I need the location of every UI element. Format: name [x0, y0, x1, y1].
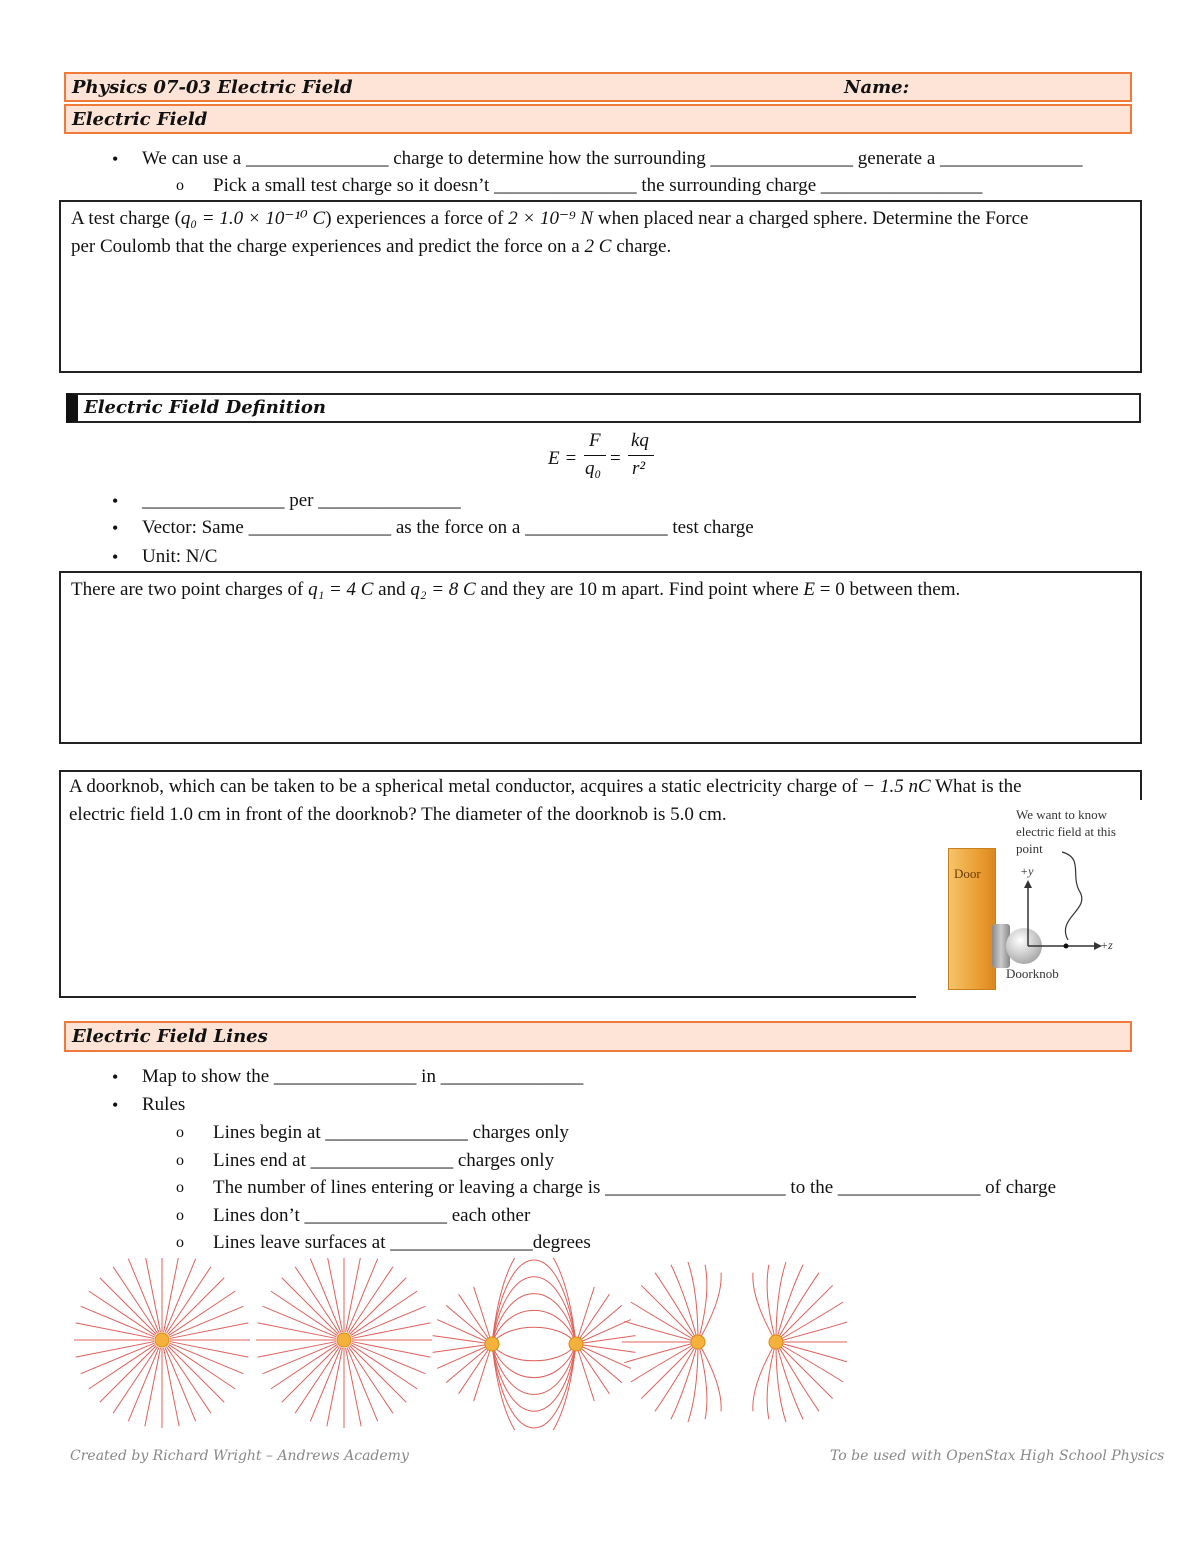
- problem-text-part: per Coulomb that the charge experiences and predict the force on a: [71, 236, 585, 257]
- name-field-label: Name:: [844, 77, 910, 98]
- section-title-electric-field: [64, 104, 1132, 134]
- field-line: [164, 1258, 180, 1332]
- field-line-diagrams: [72, 1258, 847, 1430]
- field-line: [767, 1342, 776, 1419]
- field-line: [346, 1258, 362, 1332]
- worksheet-header: [64, 72, 1132, 102]
- dipole-field-diagram: [433, 1258, 636, 1430]
- point-charge: [337, 1333, 351, 1347]
- like-charges-field-diagram: [622, 1262, 847, 1422]
- field-line: [688, 1342, 698, 1422]
- rule-lines-begin: Lines begin at _______________ charges only: [213, 1122, 569, 1143]
- field-line: [170, 1342, 248, 1358]
- field-line: [698, 1273, 721, 1342]
- bullet-unit: Unit: N/C: [142, 546, 218, 567]
- field-equation: [540, 430, 670, 486]
- problem-text-part: ) experiences a force of: [325, 208, 509, 229]
- field-line: [576, 1287, 594, 1344]
- rule-lines-end: Lines end at _______________ charges only: [213, 1150, 555, 1171]
- problem-text-part: charge.: [611, 236, 672, 257]
- y-axis-label: +y: [1020, 864, 1034, 878]
- figure-axes: [944, 806, 1124, 992]
- field-line: [698, 1265, 707, 1342]
- worksheet-title: Physics 07-03 Electric Field: [72, 77, 353, 98]
- eq-denominator-q0: q₀: [585, 458, 602, 479]
- rule-lines-dont-cross: Lines don’t _______________ each other: [213, 1205, 531, 1226]
- field-line: [767, 1265, 776, 1342]
- field-line: [346, 1348, 362, 1426]
- problem-text-part: when placed near a charged sphere. Determine the Force: [593, 208, 1029, 229]
- point-charge: [691, 1335, 705, 1349]
- q2-expression: q₂ = 8 C: [410, 579, 476, 600]
- charge-expression: 2 C: [584, 236, 612, 257]
- problem-text: [61, 202, 1140, 264]
- eq-denominator-r2: r²: [632, 458, 646, 479]
- sub-bullet-marker: o: [176, 1152, 184, 1169]
- field-line: [492, 1344, 576, 1361]
- eq-numerator-F: F: [589, 430, 601, 451]
- section-title-text: Electric Field Lines: [72, 1026, 268, 1047]
- field-line: [492, 1327, 576, 1344]
- field-line: [327, 1258, 343, 1332]
- force-expression: 2 × 10⁻⁹ N: [508, 208, 594, 229]
- problem-text-part: = 0 between them.: [815, 579, 961, 600]
- point-charge: [155, 1333, 169, 1347]
- door-label: Door: [954, 866, 981, 881]
- problem-text-part: and: [373, 579, 411, 600]
- bullet-marker: •: [112, 491, 119, 511]
- section-title-text: Electric Field: [72, 109, 208, 130]
- field-line: [698, 1342, 721, 1411]
- eq-numerator-kq: kq: [631, 430, 649, 451]
- section-title-field-lines: [64, 1021, 1132, 1052]
- bullet-marker: •: [112, 518, 119, 538]
- field-line: [576, 1344, 594, 1401]
- problem-text-part: and they are 10 m apart. Find point where: [475, 579, 804, 600]
- field-line: [258, 1342, 336, 1358]
- bullet-marker: •: [112, 547, 119, 567]
- section-title-field-definition: [66, 393, 1141, 423]
- problem-box-two-charges: [59, 571, 1142, 744]
- footer-source: To be used with OpenStax High School Physics: [830, 1448, 1165, 1464]
- q0-expression: q₀ = 1.0 × 10⁻¹⁰ C: [180, 208, 326, 229]
- bullet-map: Map to show the _______________ in _______________: [142, 1066, 584, 1087]
- positive-charge-field-diagram: [74, 1258, 250, 1428]
- field-line: [474, 1344, 492, 1401]
- field-line: [327, 1348, 343, 1426]
- doorknob-figure: [944, 806, 1124, 992]
- bullet-marker: •: [112, 149, 119, 169]
- field-line: [145, 1258, 161, 1332]
- bullet-rules: Rules: [142, 1094, 186, 1115]
- q1-expression: q₁ = 4 C: [308, 579, 374, 600]
- point-charge: [769, 1335, 783, 1349]
- rule-lines-leave-surfaces: Lines leave surfaces at _______________degrees: [213, 1232, 591, 1253]
- field-line: [753, 1273, 776, 1342]
- eq-E: E =: [548, 448, 578, 469]
- figure-caption-note: We want to know electric field at this point: [1016, 807, 1116, 856]
- problem-text: [61, 573, 1140, 607]
- field-line: [170, 1323, 248, 1339]
- field-line: [164, 1348, 180, 1426]
- field-line: [776, 1262, 786, 1342]
- bullet-vector: Vector: Same _______________ as the force on a _______________ test charge: [142, 517, 754, 538]
- field-line: [145, 1348, 161, 1426]
- problem-text-part: electric field 1.0 cm in front of the doorknob? The diameter of the doorknob is 5.0 cm.: [69, 804, 727, 825]
- rule-number-of-lines: The number of lines entering or leaving a charge is ___________________ to the _______________ of charge: [213, 1177, 1057, 1198]
- field-line: [352, 1323, 430, 1339]
- negative-charge-field-diagram: [256, 1258, 432, 1428]
- point-charge: [485, 1337, 499, 1351]
- sub-bullet-marker: o: [176, 1179, 184, 1196]
- field-line: [688, 1262, 698, 1342]
- field-line: [698, 1342, 707, 1419]
- eq-equals: =: [610, 448, 621, 469]
- field-line: [776, 1342, 786, 1422]
- z-axis-label: +z: [1100, 938, 1113, 952]
- field-line: [753, 1342, 776, 1411]
- bullet-marker: •: [112, 1095, 119, 1115]
- point-charge: [569, 1337, 583, 1351]
- field-line: [352, 1342, 430, 1358]
- E-symbol: E: [803, 579, 815, 600]
- field-line: [258, 1323, 336, 1339]
- problem-text-part: There are two point charges of: [71, 579, 309, 600]
- sub-bullet-marker: o: [176, 1234, 184, 1251]
- sub-bullet-small-test-charge: Pick a small test charge so it doesn’t _______________ the surrounding charge _________________: [213, 175, 983, 196]
- field-line: [76, 1323, 154, 1339]
- field-line: [474, 1287, 492, 1344]
- fraction-bar: [628, 455, 654, 456]
- sub-bullet-marker: o: [176, 1207, 184, 1224]
- sub-bullet-marker: o: [176, 177, 184, 194]
- sub-bullet-marker: o: [176, 1124, 184, 1141]
- field-line: [76, 1342, 154, 1358]
- bullet-per: _______________ per _______________: [142, 490, 461, 511]
- bullet-marker: •: [112, 1067, 119, 1087]
- footer-credit: Created by Richard Wright – Andrews Academy: [70, 1448, 409, 1464]
- charge-expression: − 1.5 nC: [862, 776, 931, 797]
- bullet-test-charge: We can use a _______________ charge to determine how the surrounding _______________ generate a _______________: [142, 148, 1083, 169]
- section-title-text: Electric Field Definition: [84, 397, 326, 418]
- problem-text-part: A test charge (: [71, 208, 181, 229]
- doorknob-label: Doorknob: [1006, 966, 1059, 981]
- box-bottom-border: [59, 996, 916, 998]
- problem-text-part: What is the: [930, 776, 1022, 797]
- problem-box-test-charge: [59, 200, 1142, 373]
- problem-text-part: A doorknob, which can be taken to be a spherical metal conductor, acquires a static electricity charge of: [69, 776, 863, 797]
- fraction-bar: [584, 455, 606, 456]
